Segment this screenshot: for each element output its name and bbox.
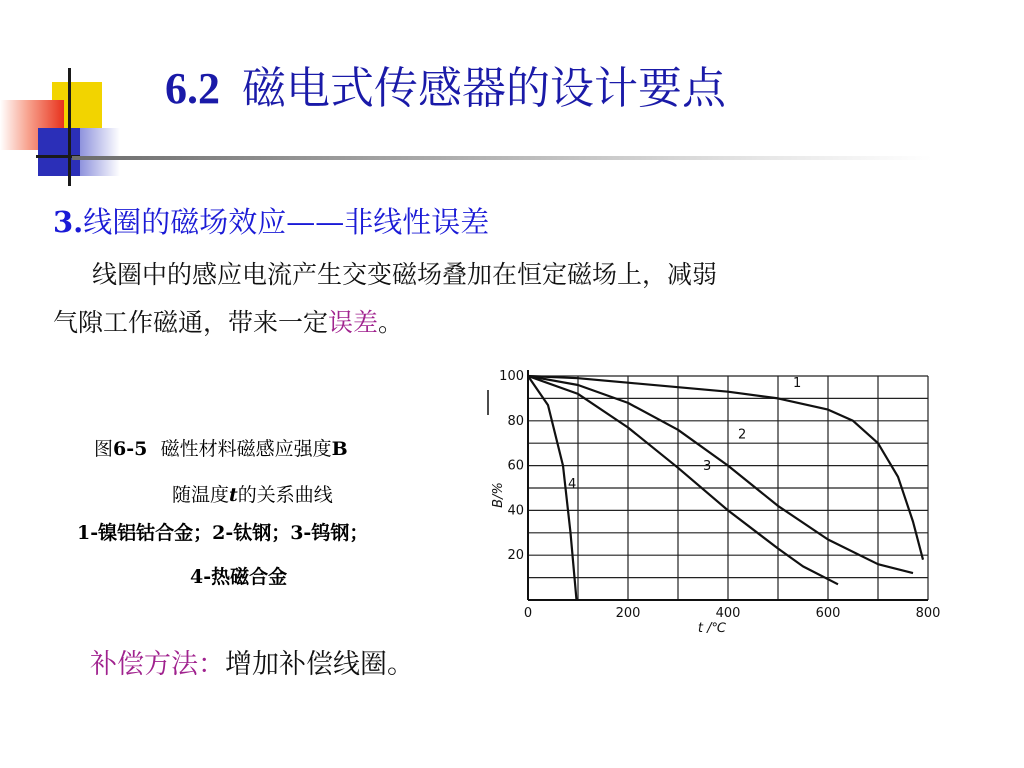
highlighted-error-term: 误差 bbox=[328, 308, 379, 337]
caption-figure-number: 6-5 bbox=[113, 438, 148, 460]
ornament-blue-square bbox=[38, 128, 80, 176]
caption-line-2-after: 的关系曲线 bbox=[237, 484, 333, 506]
series-label-4: 4 bbox=[568, 477, 577, 492]
y-tick-label: 20 bbox=[507, 548, 524, 564]
caption-symbol-b: B bbox=[331, 438, 348, 460]
y-tick-label: 80 bbox=[507, 413, 524, 429]
caption-figure-text: 磁性材料磁感应强度 bbox=[160, 438, 332, 460]
subheading-number: 3. bbox=[53, 205, 84, 239]
title-number: 6.2 bbox=[165, 64, 220, 113]
x-tick-label: 400 bbox=[715, 606, 741, 621]
ornament-blue-fade bbox=[80, 128, 120, 176]
compensation-method bbox=[90, 642, 414, 681]
curve-series-2 bbox=[528, 376, 913, 573]
series-label-1: 1 bbox=[793, 376, 802, 392]
paragraph-line-2-text: 气隙工作磁通，带来一定 bbox=[53, 308, 329, 337]
chart-grid bbox=[528, 376, 928, 600]
title-divider bbox=[72, 156, 932, 160]
ornament-vertical-line bbox=[68, 68, 71, 186]
caption-symbol-t: t bbox=[229, 484, 238, 506]
chart-x-axis-label: t /℃ bbox=[697, 621, 727, 636]
temperature-magnetization-chart bbox=[480, 360, 940, 640]
compensation-text: 增加补偿线圈。 bbox=[225, 649, 414, 680]
series-label-2: 2 bbox=[738, 427, 747, 443]
y-tick-label: 60 bbox=[507, 458, 524, 474]
x-tick-label: 600 bbox=[815, 606, 841, 621]
y-tick-label: 100 bbox=[499, 369, 524, 384]
caption-line-2-before: 随温度 bbox=[172, 484, 230, 506]
curve-series-1 bbox=[528, 376, 923, 560]
series-label-3: 3 bbox=[703, 459, 712, 475]
paragraph-line-2-end: 。 bbox=[378, 308, 404, 337]
x-tick-label: 0 bbox=[523, 606, 533, 621]
figure-caption-line-1 bbox=[94, 434, 348, 461]
figure-caption-line-4: 4-热磁合金 bbox=[190, 566, 288, 588]
compensation-label: 补偿方法： bbox=[90, 649, 225, 680]
paragraph-line-2 bbox=[53, 303, 403, 339]
caption-figure-prefix: 图 bbox=[94, 438, 114, 460]
title-text: 磁电式传感器的设计要点 bbox=[242, 64, 726, 113]
section-subheading bbox=[53, 200, 489, 241]
y-tick-label: 40 bbox=[507, 503, 524, 519]
x-tick-label: 200 bbox=[615, 606, 641, 621]
x-tick-label: 800 bbox=[915, 606, 940, 621]
figure-caption-line-3: 1-镍铝钴合金；2-钛钢；3-钨钢； bbox=[77, 522, 369, 544]
page-title bbox=[165, 52, 726, 116]
paragraph-line-1: 线圈中的感应电流产生交变磁场叠加在恒定磁场上，减弱 bbox=[92, 260, 718, 289]
corner-ornament bbox=[0, 0, 140, 190]
figure-caption-line-2 bbox=[172, 480, 333, 507]
subheading-text: 线圈的磁场效应——非线性误差 bbox=[83, 205, 490, 239]
chart-y-axis-label: B/% bbox=[491, 482, 506, 508]
